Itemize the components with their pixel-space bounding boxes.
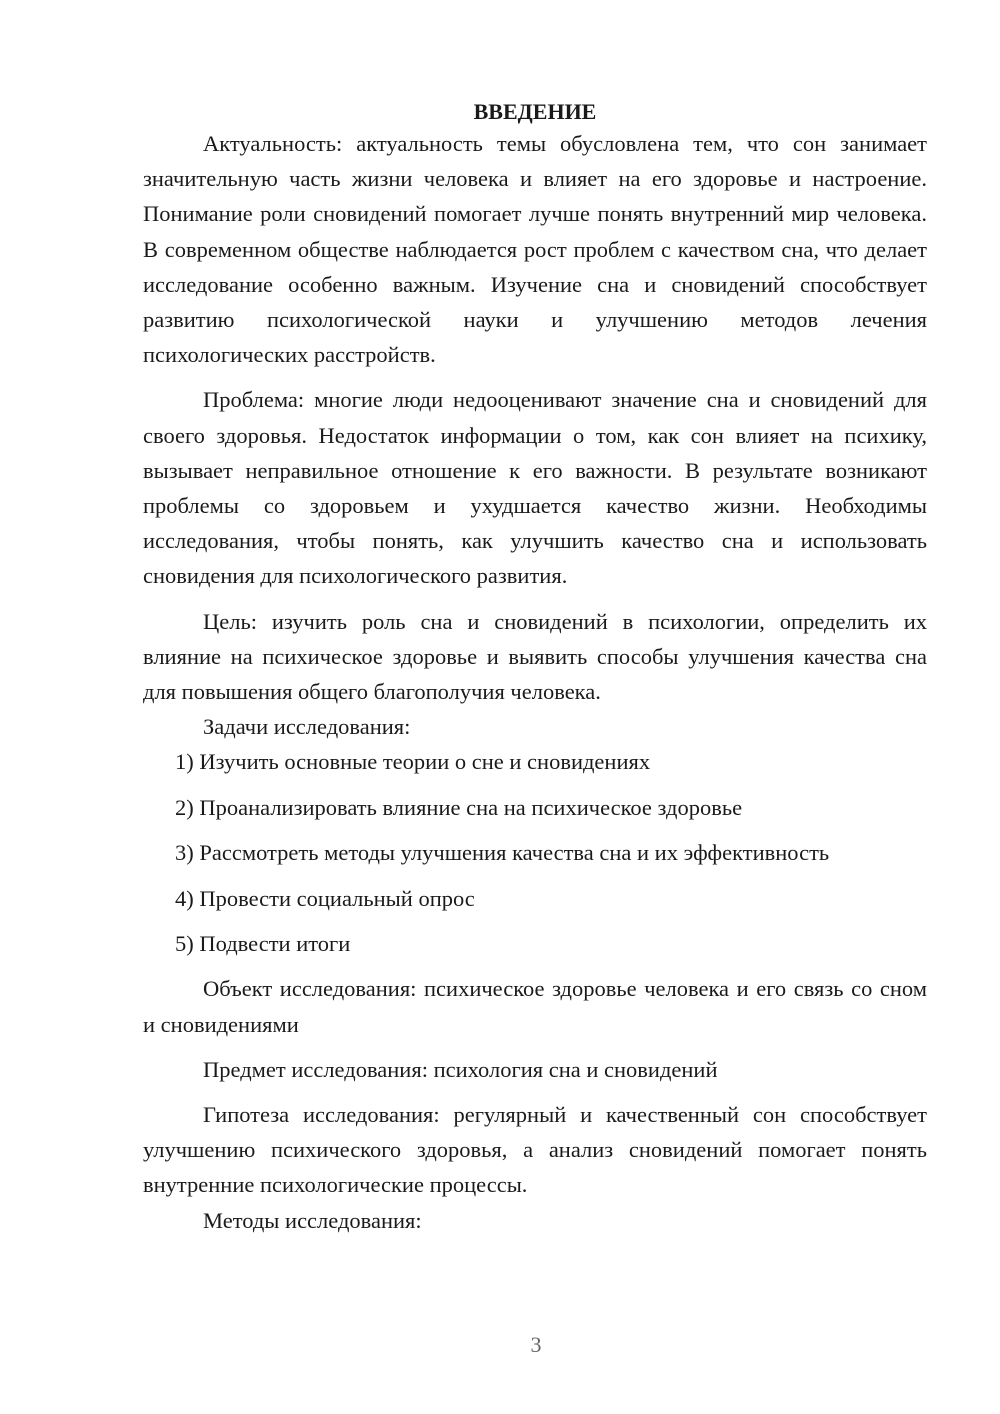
paragraph-subject: Предмет исследования: психология сна и сновидений [203,1056,718,1082]
tasks-list [143,744,927,961]
list-item: 2) Проанализировать влияние сна на психическое здоровье [175,794,743,820]
tasks-heading: Задачи исследования: [203,714,411,740]
paragraph-goal: Цель: изучить роль сна и сновидений в психологии, определить их влияние на психическое здоровье и выявить способы улучшения качества сна для повышения общего благополучия человека. [143,608,927,705]
paragraph-hypothesis: Гипотеза исследования: регулярный и качественный сон способствует улучшению психического здоровья, а анализ сновидений помогает понять внутренние психологические процессы. [143,1102,927,1198]
list-item: 1) Изучить основные теории о сне и сновидениях [175,749,651,775]
list-item: 3) Рассмотреть методы улучшения качества сна и их эффективность [175,840,830,866]
document-page [143,94,927,1238]
paragraph-problem: Проблема: многие люди недооценивают значение сна и сновидений для своего здоровья. Недостаток информации о том, как сон влияет на психику, вызывает неправильное отношение к его важности. В результате возникают проблемы со здоровьем и ухудшается качество жизни. Необходимы исследования, чтобы понять, как улучшить качество сна и использовать сновидения для психологического развития. [143,387,927,589]
page-title: ВВЕДЕНИЕ [473,99,597,124]
methods-heading: Методы исследования: [203,1207,422,1233]
list-item: 4) Провести социальный опрос [175,885,475,911]
paragraph-object: Объект исследования: психическое здоровье человека и его связь со сном и сновидениями [143,976,927,1037]
paragraph-relevance: Актуальность: актуальность темы обусловлена тем, что сон занимает значительную часть жизни человека и влияет на его здоровье и настроение. Понимание роли сновидений помогает лучше понять внутренний мир человека. В современном обществе наблюдается рост проблем с качеством сна, что делает исследование особенно важным. Изучение сна и сновидений способствует развитию психологической науки и улучшению методов лечения психологических расстройств. [143,131,927,368]
page-number: 3 [530,1332,542,1357]
list-item: 5) Подвести итоги [175,931,351,957]
